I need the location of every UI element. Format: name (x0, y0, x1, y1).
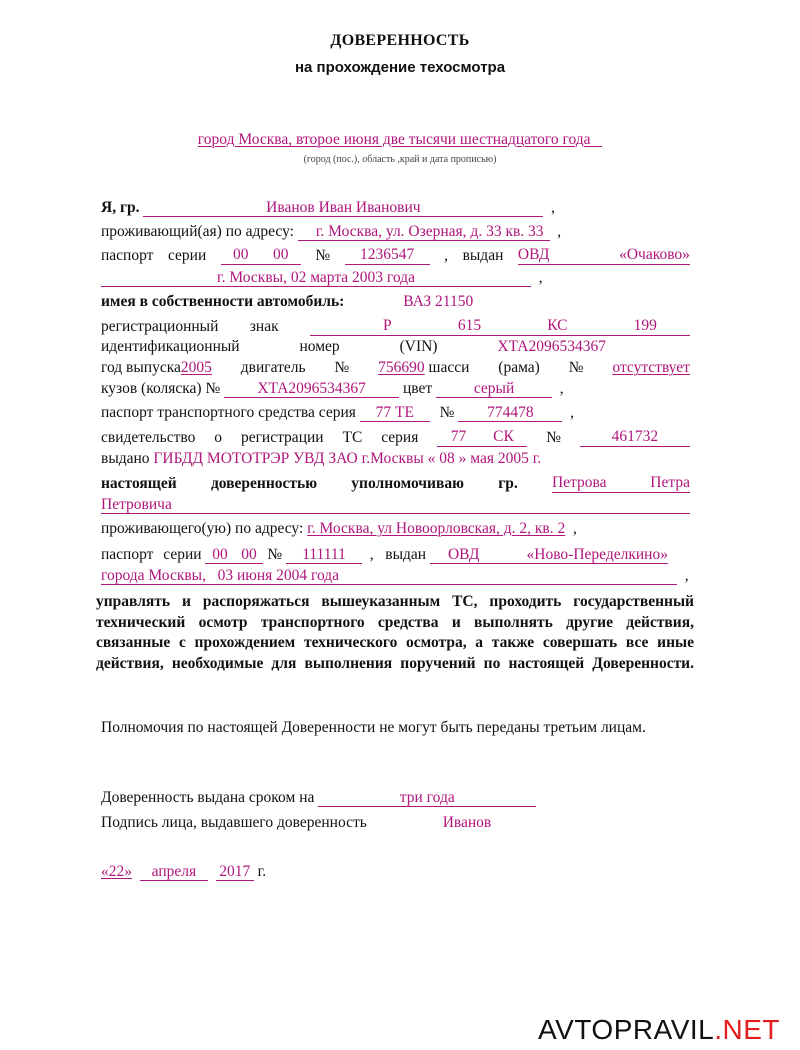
vehicle-vin: ХТА2096534367 (497, 338, 606, 355)
pts-series: 77 ТЕ (360, 405, 430, 422)
principal-series-label: серии (167, 247, 207, 264)
cert-word-3: регистрации (240, 429, 324, 446)
cert-no-label: № (546, 429, 561, 446)
date-month: апреля (140, 864, 208, 881)
principal-issued-line2: г. Москвы, 02 марта 2003 года , (101, 269, 690, 287)
principal-issued-by-2: г. Москвы, 02 марта 2003 года (101, 270, 531, 287)
authorize-word-3: уполномочиваю (351, 475, 464, 492)
engine-label: двигатель (240, 359, 306, 376)
pts-number: 774478 (458, 405, 562, 422)
cert-word-2: о (214, 429, 223, 446)
reg-word-1: регистрационный (101, 318, 219, 335)
vehicle-plate: Р 615 КС 199 (310, 318, 690, 336)
site-watermark: AVTOPRAVIL.NET (538, 1014, 780, 1045)
cert-word-1: свидетельство (101, 429, 196, 446)
document-subtitle: на прохождение техосмотра (294, 59, 506, 76)
chassis-no-label: № (568, 359, 584, 376)
frame-label: (рама) (498, 359, 540, 376)
agent-address: г. Москва, ул Новоорловская, д. 2, кв. 2 (307, 520, 566, 537)
vehicle-issued-day: « 08 » (427, 450, 467, 467)
principal-address-line: проживающий(ая) по адресу: г. Москва, ул. Озерная, д. 33 кв. 33 , (101, 223, 562, 240)
body-label: кузов (коляска) № (101, 380, 221, 397)
signature-line (101, 814, 690, 832)
place-date-value: город Москва, второе июня две тысячи шестнадцатого года (197, 131, 591, 148)
place-date-line (0, 131, 800, 149)
principal-series: 00 00 (221, 247, 301, 265)
date-year: 2017 (216, 864, 254, 881)
vehicle-issued-line (101, 450, 690, 468)
year-label: год выпуска (101, 359, 181, 376)
vehicle-chassis: отсутствует (612, 359, 690, 376)
principal-name-line: Я, гр. Иванов Иван Иванович , (101, 199, 555, 216)
agent-name-line2 (101, 496, 690, 514)
agent-number-label: № (267, 546, 283, 563)
principal-passport-label: паспорт (101, 247, 154, 264)
agent-issued-by-2: города Москвы, 03 июня 2004 года (101, 568, 677, 585)
powers-paragraph: управлять и распоряжаться вышеуказанным ТС, проходить государственный технический осмотр транспортного средства и выполнять другие действия, связанные с прохождением технического осмотра, а также совершать все иные действия, необходимые для выполнения поручений по настоящей Доверенности. (96, 593, 694, 672)
agent-series-label: серии (163, 546, 202, 563)
vehicle-issued-by: ГИБДД МОТОТРЭР УВД ЗАО г.Москвы (153, 450, 424, 467)
term-label: Доверенность выдана сроком на (101, 789, 315, 806)
vin-word-1: идентификационный (101, 338, 240, 355)
vehicle-year: 2005 (180, 359, 212, 376)
date-day: «22» (101, 863, 132, 880)
vehicle-color: серый (436, 381, 552, 398)
principal-address: г. Москва, ул. Озерная, д. 33 кв. 33 (298, 224, 550, 241)
authorize-word-4: гр. (498, 475, 518, 492)
vin-word-3: (VIN) (399, 338, 438, 355)
agent-issued-line2: города Москвы, 03 июня 2004 года , (101, 567, 689, 584)
pts-label: паспорт транспортного средства серия (101, 404, 356, 421)
reg-word-2: знак (249, 318, 279, 335)
principal-number: 1236547 (345, 247, 430, 265)
vehicle-issued-label: выдано (101, 450, 150, 467)
principal-address-label: проживающий(ая) по адресу: (101, 223, 294, 240)
cert-series: 77 СК (437, 429, 527, 447)
principal-issued-by: ОВД «Очаково» (517, 246, 690, 263)
principal-passport-line: паспорт серии 00 00 № 1236547 , выдан ОВД «Очаково» (101, 246, 690, 264)
vehicle-engine: 756690 (378, 359, 425, 376)
principal-name: Иванов Иван Иванович (143, 200, 543, 217)
agent-name-2: Петровича (101, 497, 690, 514)
no-transfer-paragraph: Полномочия по настоящей Доверенности не могут быть переданы третьим лицам. (101, 719, 646, 736)
vehicle-own-line (101, 293, 690, 311)
agent-address-line: проживающего(ую) по адресу: г. Москва, ул Новоорловская, д. 2, кв. 2 , (101, 520, 577, 537)
agent-name-1: Петрова Петра (551, 474, 690, 491)
agent-passport-line: паспорт серии 00 00 № 111111 , выдан ОВД «Ново-Переделкино» (101, 546, 668, 563)
signature-value: Иванов (442, 814, 492, 831)
place-date-hint: (город (пос.), область ,край и дата прописью) (303, 154, 497, 165)
cert-number: 461732 (580, 429, 690, 447)
agent-series: 00 00 (205, 547, 263, 564)
vehicle-body-line: кузов (коляска) № ХТА2096534367 цвет серый , (101, 380, 564, 397)
term-line (101, 789, 690, 807)
date-suffix: г. (257, 863, 267, 880)
vehicle-own-label: имея в собственности автомобиль: (101, 293, 345, 310)
chassis-label: шасси (428, 359, 470, 376)
vehicle-issued-rest: мая 2005 г. (470, 450, 542, 467)
vehicle-year-line (101, 359, 690, 377)
signature-label: Подпись лица, выдавшего доверенность (101, 814, 367, 831)
authorize-word-2: доверенностью (210, 475, 318, 492)
agent-issued-label: выдан (385, 546, 427, 563)
vehicle-pts-line: паспорт транспортного средства серия 77 ТЕ № 774478 , (101, 404, 574, 421)
agent-issued-by: ОВД «Ново-Переделкино» (430, 547, 668, 564)
document-title: ДОВЕРЕННОСТЬ (330, 32, 470, 49)
vehicle-body: ХТА2096534367 (224, 381, 399, 398)
label-i: Я, гр. (101, 199, 140, 216)
engine-no-label: № (334, 359, 350, 376)
agent-address-label: проживающего(ую) по адресу: (101, 520, 304, 537)
vin-word-2: номер (299, 338, 340, 355)
vehicle-vin-line (101, 338, 690, 356)
term-value: три года (318, 790, 536, 807)
cert-word-5: серия (381, 429, 419, 446)
principal-number-label: № (315, 247, 331, 264)
vehicle-model: ВАЗ 21150 (403, 293, 474, 310)
agent-authorize-line (101, 475, 690, 493)
cert-word-4: ТС (342, 429, 363, 446)
principal-issued-label: выдан (462, 247, 504, 264)
pts-no-label: № (439, 404, 455, 421)
color-label: цвет (402, 380, 433, 397)
authorize-word-1: настоящей (101, 475, 177, 492)
agent-number: 111111 (286, 547, 362, 564)
vehicle-plate-line (101, 318, 690, 336)
date-line (101, 863, 690, 881)
vehicle-cert-line (101, 429, 690, 447)
agent-passport-label: паспорт (101, 546, 154, 563)
